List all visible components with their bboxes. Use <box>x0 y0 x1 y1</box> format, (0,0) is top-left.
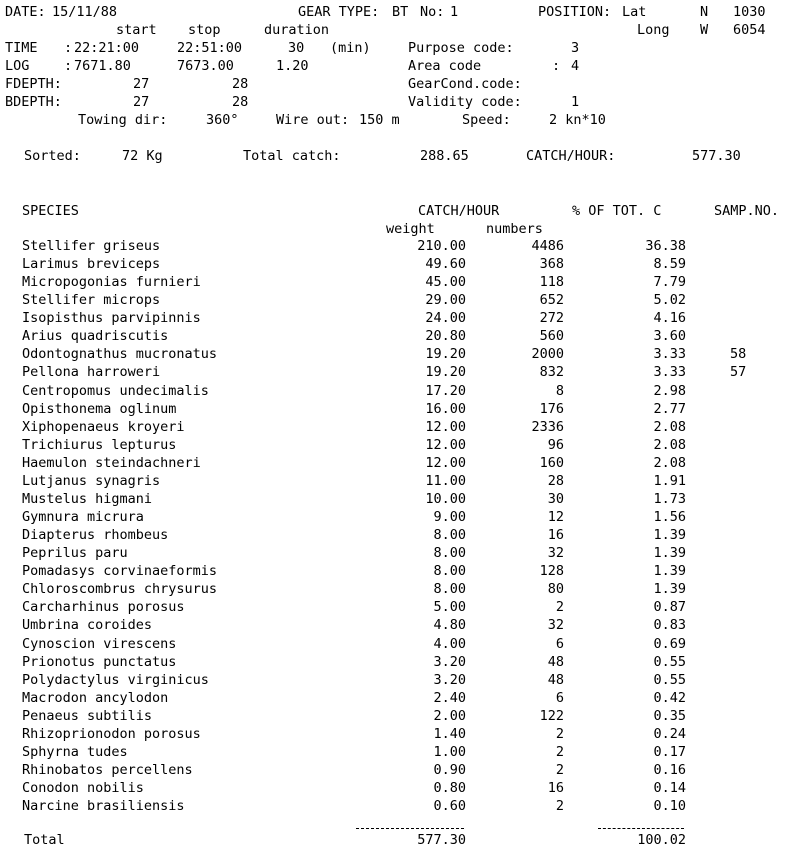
numbers-value: 6 <box>555 636 564 652</box>
weight-value: 1.40 <box>433 726 466 742</box>
total-label: Total <box>24 832 65 848</box>
bdepth-label: BDEPTH: <box>5 94 62 110</box>
species-name: Peprilus paru <box>22 545 128 561</box>
numbers-value: 16 <box>547 780 564 796</box>
species-name: Haemulon steindachneri <box>22 455 201 471</box>
weight-value: 9.00 <box>433 509 466 525</box>
area-code-value: 4 <box>571 58 580 74</box>
log-stop: 7673.00 <box>177 58 234 74</box>
weight-value: 8.00 <box>433 527 466 543</box>
species-name: Cynoscion virescens <box>22 636 177 652</box>
numbers-value: 2 <box>555 744 564 760</box>
numbers-value: 560 <box>539 328 564 344</box>
weight-value: 210.00 <box>417 238 466 254</box>
numbers-value: 2 <box>555 798 564 814</box>
numbers-value: 118 <box>539 274 564 290</box>
percent-value: 1.39 <box>653 563 686 579</box>
numbers-value: 368 <box>539 256 564 272</box>
percent-value: 2.77 <box>653 401 686 417</box>
sample-number-value: 57 <box>730 364 747 380</box>
percent-value: 0.55 <box>653 672 686 688</box>
purpose-code-value: 3 <box>571 40 580 56</box>
numbers-value: 16 <box>547 527 564 543</box>
catch-per-hour-label: CATCH/HOUR: <box>526 148 616 164</box>
weight-value: 24.00 <box>425 310 466 326</box>
percent-value: 2.08 <box>653 437 686 453</box>
percent-value: 0.14 <box>653 780 686 796</box>
species-name: Penaeus subtilis <box>22 708 153 724</box>
station-no-value: 1 <box>450 4 459 20</box>
position-label: POSITION: <box>538 4 612 20</box>
percent-value: 1.39 <box>653 545 686 561</box>
percent-value: 0.42 <box>653 690 686 706</box>
species-name: Rhizoprionodon porosus <box>22 726 201 742</box>
fdepth-stop: 28 <box>232 76 249 92</box>
weight-value: 49.60 <box>425 256 466 272</box>
fdepth-label: FDEPTH: <box>5 76 62 92</box>
time-label: TIME <box>5 40 38 56</box>
percent-value: 0.10 <box>653 798 686 814</box>
percent-value: 3.33 <box>653 346 686 362</box>
species-name: Pellona harroweri <box>22 364 161 380</box>
longitude-label: Long <box>637 22 670 38</box>
numbers-header: numbers <box>486 221 543 237</box>
species-name: Prionotus punctatus <box>22 654 177 670</box>
species-header: SPECIES <box>22 203 79 219</box>
species-name: Centropomus undecimalis <box>22 383 209 399</box>
numbers-value: 48 <box>547 654 564 670</box>
station-no-label: No: <box>420 4 445 20</box>
bdepth-stop: 28 <box>232 94 249 110</box>
time-unit: (min) <box>330 40 371 56</box>
percent-value: 0.16 <box>653 762 686 778</box>
numbers-value: 8 <box>555 383 564 399</box>
weight-value: 45.00 <box>425 274 466 290</box>
numbers-value: 28 <box>547 473 564 489</box>
numbers-value: 6 <box>555 690 564 706</box>
percent-value: 0.83 <box>653 617 686 633</box>
numbers-value: 32 <box>547 617 564 633</box>
numbers-value: 48 <box>547 672 564 688</box>
weight-value: 5.00 <box>433 599 466 615</box>
species-name: Arius quadriscutis <box>22 328 169 344</box>
latitude-value: 1030 <box>733 4 766 20</box>
start-column-header: start <box>116 22 157 38</box>
longitude-value: 6054 <box>733 22 766 38</box>
species-name: Macrodon ancylodon <box>22 690 169 706</box>
catch-report: DATE: 15/11/88 GEAR TYPE: BT No: 1 POSITION: Lat N 1030 start stop duration Long W 6054 TIME : 22:21:00 22:51:00 30 (min) Purpose code: 3 LOG : 7671.80 7673.00 1.20 Area code : 4 FDEPTH: 27 28 GearCond.code: BDEPTH: 27 28 Validity code: 1 Towing dir: 360° Wire out: 150 m Speed: 2 kn*10 Sorted: 72 Kg Total catch: 288.65 CATCH/HOUR: 577.30 SPECIES CATCH/HOUR % OF TOT. C SAMP.NO. weight numbers Stellifer griseus 210.00 4486 36.38 Larimus breviceps 49.60 368 8.59 Micropogonias furnieri 45.00 118 7.79 Stellifer microps 29.00 652 5.02 Isopisthus parvipinnis 24.00 272 4.16 Arius quadriscutis 20.80 560 3.60 Odontognathus mucronatus 19.20 2000 3.33 58 Pellona harroweri 19.20 832 3.33 57 Centropomus undecimalis 17.20 8 2.98 Opisthonema oglinum 16.00 176 2.77 Xiphopenaeus kroyeri 12.00 2336 2.08 Trichiurus lepturus 12.00 96 2.08 Haemulon steindachneri 12.00 160 2.08 Lutjanus synagris 11.00 28 1.91 Mustelus higmani 10.00 30 1.73 Gymnura micrura 9.00 12 1.56 Diapterus rhombeus 8.00 16 1.39 Peprilus paru 8.00 32 1.39 Pomadasys corvinaeformis 8.00 128 1.39 Chloroscombrus chrysurus 8.00 80 1.39 Carcharhinus porosus 5.00 2 0.87 Umbrina coroides 4.80 32 0.83 Cynoscion virescens 4.00 6 0.69 Prionotus punctatus 3.20 48 0.55 Polydactylus virginicus 3.20 48 0.55 Macrodon ancylodon 2.40 6 0.42 Penaeus subtilis 2.00 122 0.35 Rhizoprionodon porosus 1.40 2 0.24 Sphyrna tudes 1.00 2 0.17 Rhinobatos percellens 0.90 2 0.16 Conodon nobilis 0.80 16 0.14 Narcine brasiliensis 0.60 2 0.10 Total 577.30 100.02 <box>5 4 780 848</box>
percent-value: 0.55 <box>653 654 686 670</box>
species-name: Chloroscombrus chrysurus <box>22 581 218 597</box>
weight-value: 0.60 <box>433 798 466 814</box>
species-name: Conodon nobilis <box>22 780 144 796</box>
date-label: DATE: <box>5 4 46 20</box>
weight-value: 2.40 <box>433 690 466 706</box>
percent-value: 0.17 <box>653 744 686 760</box>
percent-value: 1.39 <box>653 581 686 597</box>
latitude-label: Lat <box>622 4 647 20</box>
time-stop: 22:51:00 <box>177 40 243 56</box>
weight-value: 8.00 <box>433 581 466 597</box>
weight-value: 20.80 <box>425 328 466 344</box>
area-code-label: Area code <box>408 58 482 74</box>
purpose-code-label: Purpose code: <box>408 40 514 56</box>
weight-value: 11.00 <box>425 473 466 489</box>
towing-direction-value: 360° <box>206 112 239 128</box>
weight-value: 19.20 <box>425 346 466 362</box>
sorted-label: Sorted: <box>24 148 81 164</box>
species-name: Rhinobatos percellens <box>22 762 193 778</box>
total-percent: 100.02 <box>637 832 686 848</box>
species-name: Stellifer griseus <box>22 238 161 254</box>
numbers-value: 2000 <box>531 346 564 362</box>
percent-total-rule <box>598 828 684 829</box>
gear-type-label: GEAR TYPE: <box>298 4 380 20</box>
sorted-value: 72 Kg <box>122 148 163 164</box>
sample-number-value: 58 <box>730 346 747 362</box>
weight-value: 12.00 <box>425 419 466 435</box>
numbers-value: 832 <box>539 364 564 380</box>
fdepth-start: 27 <box>133 76 150 92</box>
total-catch-value: 288.65 <box>420 148 469 164</box>
percent-value: 1.73 <box>653 491 686 507</box>
species-name: Mustelus higmani <box>22 491 153 507</box>
percent-value: 36.38 <box>645 238 686 254</box>
species-name: Polydactylus virginicus <box>22 672 209 688</box>
validity-code-label: Validity code: <box>408 94 522 110</box>
percent-value: 7.79 <box>653 274 686 290</box>
wire-out-value: 150 m <box>359 112 400 128</box>
weight-value: 4.80 <box>433 617 466 633</box>
species-name: Pomadasys corvinaeformis <box>22 563 218 579</box>
species-name: Larimus breviceps <box>22 256 161 272</box>
numbers-value: 80 <box>547 581 564 597</box>
species-name: Trichiurus lepturus <box>22 437 177 453</box>
numbers-value: 2 <box>555 762 564 778</box>
numbers-value: 4486 <box>531 238 564 254</box>
numbers-value: 32 <box>547 545 564 561</box>
towing-direction-label: Towing dir: <box>78 112 168 128</box>
weight-value: 1.00 <box>433 744 466 760</box>
species-name: Carcharhinus porosus <box>22 599 185 615</box>
species-name: Stellifer microps <box>22 292 161 308</box>
log-start: 7671.80 <box>74 58 131 74</box>
weight-header: weight <box>386 221 435 237</box>
percent-value: 1.39 <box>653 527 686 543</box>
gear-condition-code-label: GearCond.code: <box>408 76 522 92</box>
weight-value: 29.00 <box>425 292 466 308</box>
species-name: Lutjanus synagris <box>22 473 161 489</box>
species-name: Gymnura micrura <box>22 509 144 525</box>
weight-value: 2.00 <box>433 708 466 724</box>
longitude-hemisphere: W <box>700 22 709 38</box>
total-catch-label: Total catch: <box>243 148 341 164</box>
species-name: Sphyrna tudes <box>22 744 128 760</box>
percent-value: 0.87 <box>653 599 686 615</box>
catch-per-hour-header: CATCH/HOUR <box>418 203 500 219</box>
percent-value: 0.24 <box>653 726 686 742</box>
percent-value: 3.60 <box>653 328 686 344</box>
weight-value: 12.00 <box>425 455 466 471</box>
time-duration: 30 <box>288 40 305 56</box>
validity-code-value: 1 <box>571 94 580 110</box>
numbers-value: 96 <box>547 437 564 453</box>
weight-value: 3.20 <box>433 672 466 688</box>
numbers-value: 2 <box>555 599 564 615</box>
stop-column-header: stop <box>188 22 221 38</box>
numbers-value: 122 <box>539 708 564 724</box>
catch-per-hour-value: 577.30 <box>692 148 741 164</box>
percent-of-total-header: % OF TOT. C <box>572 203 662 219</box>
weight-value: 19.20 <box>425 364 466 380</box>
species-name: Diapterus rhombeus <box>22 527 169 543</box>
weight-value: 8.00 <box>433 563 466 579</box>
total-weight: 577.30 <box>417 832 466 848</box>
speed-label: Speed: <box>462 112 511 128</box>
weight-value: 17.20 <box>425 383 466 399</box>
percent-value: 2.08 <box>653 419 686 435</box>
species-name: Isopisthus parvipinnis <box>22 310 201 326</box>
numbers-value: 160 <box>539 455 564 471</box>
numbers-value: 652 <box>539 292 564 308</box>
weight-value: 4.00 <box>433 636 466 652</box>
duration-column-header: duration <box>264 22 330 38</box>
weight-value: 16.00 <box>425 401 466 417</box>
bdepth-start: 27 <box>133 94 150 110</box>
weight-value: 10.00 <box>425 491 466 507</box>
species-name: Micropogonias furnieri <box>22 274 201 290</box>
percent-value: 3.33 <box>653 364 686 380</box>
gear-type-value: BT <box>392 4 409 20</box>
log-duration: 1.20 <box>276 58 309 74</box>
numbers-value: 176 <box>539 401 564 417</box>
weight-value: 0.90 <box>433 762 466 778</box>
numbers-value: 30 <box>547 491 564 507</box>
percent-value: 2.08 <box>653 455 686 471</box>
percent-value: 1.91 <box>653 473 686 489</box>
numbers-value: 272 <box>539 310 564 326</box>
numbers-value: 2 <box>555 726 564 742</box>
species-name: Narcine brasiliensis <box>22 798 185 814</box>
percent-value: 0.35 <box>653 708 686 724</box>
sample-number-header: SAMP.NO. <box>714 203 780 219</box>
percent-value: 2.98 <box>653 383 686 399</box>
numbers-value: 12 <box>547 509 564 525</box>
wire-out-label: Wire out: <box>276 112 350 128</box>
weight-value: 8.00 <box>433 545 466 561</box>
species-name: Umbrina coroides <box>22 617 153 633</box>
weight-value: 3.20 <box>433 654 466 670</box>
species-name: Opisthonema oglinum <box>22 401 177 417</box>
species-name: Xiphopenaeus kroyeri <box>22 419 185 435</box>
numbers-value: 2336 <box>531 419 564 435</box>
time-start: 22:21:00 <box>74 40 140 56</box>
numbers-value: 128 <box>539 563 564 579</box>
weight-total-rule <box>356 828 464 829</box>
percent-value: 1.56 <box>653 509 686 525</box>
weight-value: 0.80 <box>433 780 466 796</box>
speed-value: 2 kn*10 <box>549 112 606 128</box>
weight-value: 12.00 <box>425 437 466 453</box>
latitude-hemisphere: N <box>700 4 709 20</box>
date-value: 15/11/88 <box>52 4 118 20</box>
percent-value: 8.59 <box>653 256 686 272</box>
log-label: LOG <box>5 58 30 74</box>
percent-value: 0.69 <box>653 636 686 652</box>
species-name: Odontognathus mucronatus <box>22 346 218 362</box>
percent-value: 5.02 <box>653 292 686 308</box>
percent-value: 4.16 <box>653 310 686 326</box>
